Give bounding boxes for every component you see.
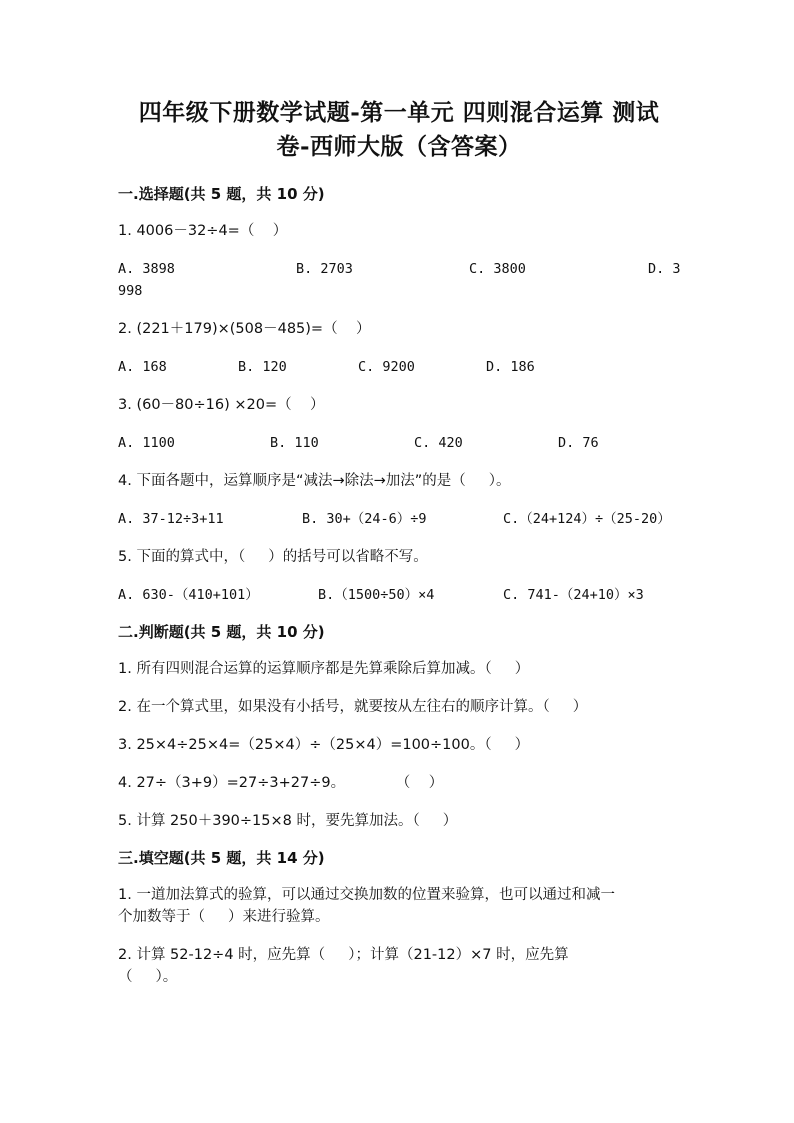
option-d: D. 186: [486, 359, 535, 375]
option-c: C. 9200: [358, 359, 415, 375]
option-b: B. 30+（24-6）÷9: [302, 511, 427, 527]
option-a: A. 168: [118, 359, 167, 375]
question-1-options: [118, 258, 680, 302]
option-c: C. 741-（24+10）×3: [503, 587, 644, 603]
question-2: 2. (221＋179)×(508－485)=（ ）: [118, 321, 371, 337]
judgement-item: 5. 计算 250＋390÷15×8 时，要先算加法。（ ）: [118, 813, 458, 829]
option-c: C.（24+124）÷（25-20）: [503, 511, 671, 527]
question-3: 3. (60－80÷16) ×20=（ ）: [118, 397, 325, 413]
option-a: A. 630-（410+101）: [118, 587, 259, 603]
option-a: A. 37-12÷3+11: [118, 511, 224, 527]
judgement-item: 1. 所有四则混合运算的运算顺序都是先算乘除后算加减。（ ）: [118, 661, 530, 677]
option-a: A. 3898: [118, 261, 175, 277]
judgement-item: 4. 27÷（3+9）=27÷3+27÷9。 （ ）: [118, 775, 444, 791]
option-d: D. 3: [648, 261, 681, 277]
page-title: [118, 96, 680, 164]
option-c: C. 3800: [469, 261, 526, 277]
section-heading-choice: 一.选择题(共 5 题，共 10 分): [118, 185, 325, 203]
option-b: B. 110: [270, 435, 319, 451]
option-b: B. 2703: [296, 261, 353, 277]
section-heading-judgement: 二.判断题(共 5 题，共 10 分): [118, 623, 325, 641]
option-a: A. 1100: [118, 435, 175, 451]
title-line-2: 卷-西师大版（含答案）: [276, 133, 522, 160]
question-3-options: [118, 432, 680, 454]
option-b: B. 120: [238, 359, 287, 375]
question-1: 1. 4006－32÷4=（ ）: [118, 223, 288, 239]
option-d-continued: 998: [118, 283, 143, 299]
title-line-1: 四年级下册数学试题-第一单元 四则混合运算 测试: [138, 99, 660, 126]
question-5-options: [118, 584, 680, 606]
fill-in-item: 2. 计算 52-12÷4 时，应先算（ ）；计算（21-12）×7 时，应先算 （ ）。: [118, 947, 569, 985]
question-2-options: [118, 356, 680, 378]
question-5: 5. 下面的算式中，（ ）的括号可以省略不写。: [118, 549, 428, 565]
question-4-options: [118, 508, 680, 530]
judgement-item: 2. 在一个算式里，如果没有小括号，就要按从左往右的顺序计算。（ ）: [118, 699, 588, 715]
option-c: C. 420: [414, 435, 463, 451]
judgement-item: 3. 25×4÷25×4=（25×4）÷（25×4）=100÷100。（ ）: [118, 737, 530, 753]
option-b: B.（1500÷50）×4: [318, 587, 435, 603]
fill-in-item: 1. 一道加法算式的验算，可以通过交换加数的位置来验算，也可以通过和减一 个加数等于（ ）来进行验算。: [118, 887, 615, 925]
question-4: 4. 下面各题中，运算顺序是“减法→除法→加法”的是（ ）。: [118, 473, 511, 489]
section-heading-fill-in: 三.填空题(共 5 题，共 14 分): [118, 849, 325, 867]
option-d: D. 76: [558, 435, 599, 451]
